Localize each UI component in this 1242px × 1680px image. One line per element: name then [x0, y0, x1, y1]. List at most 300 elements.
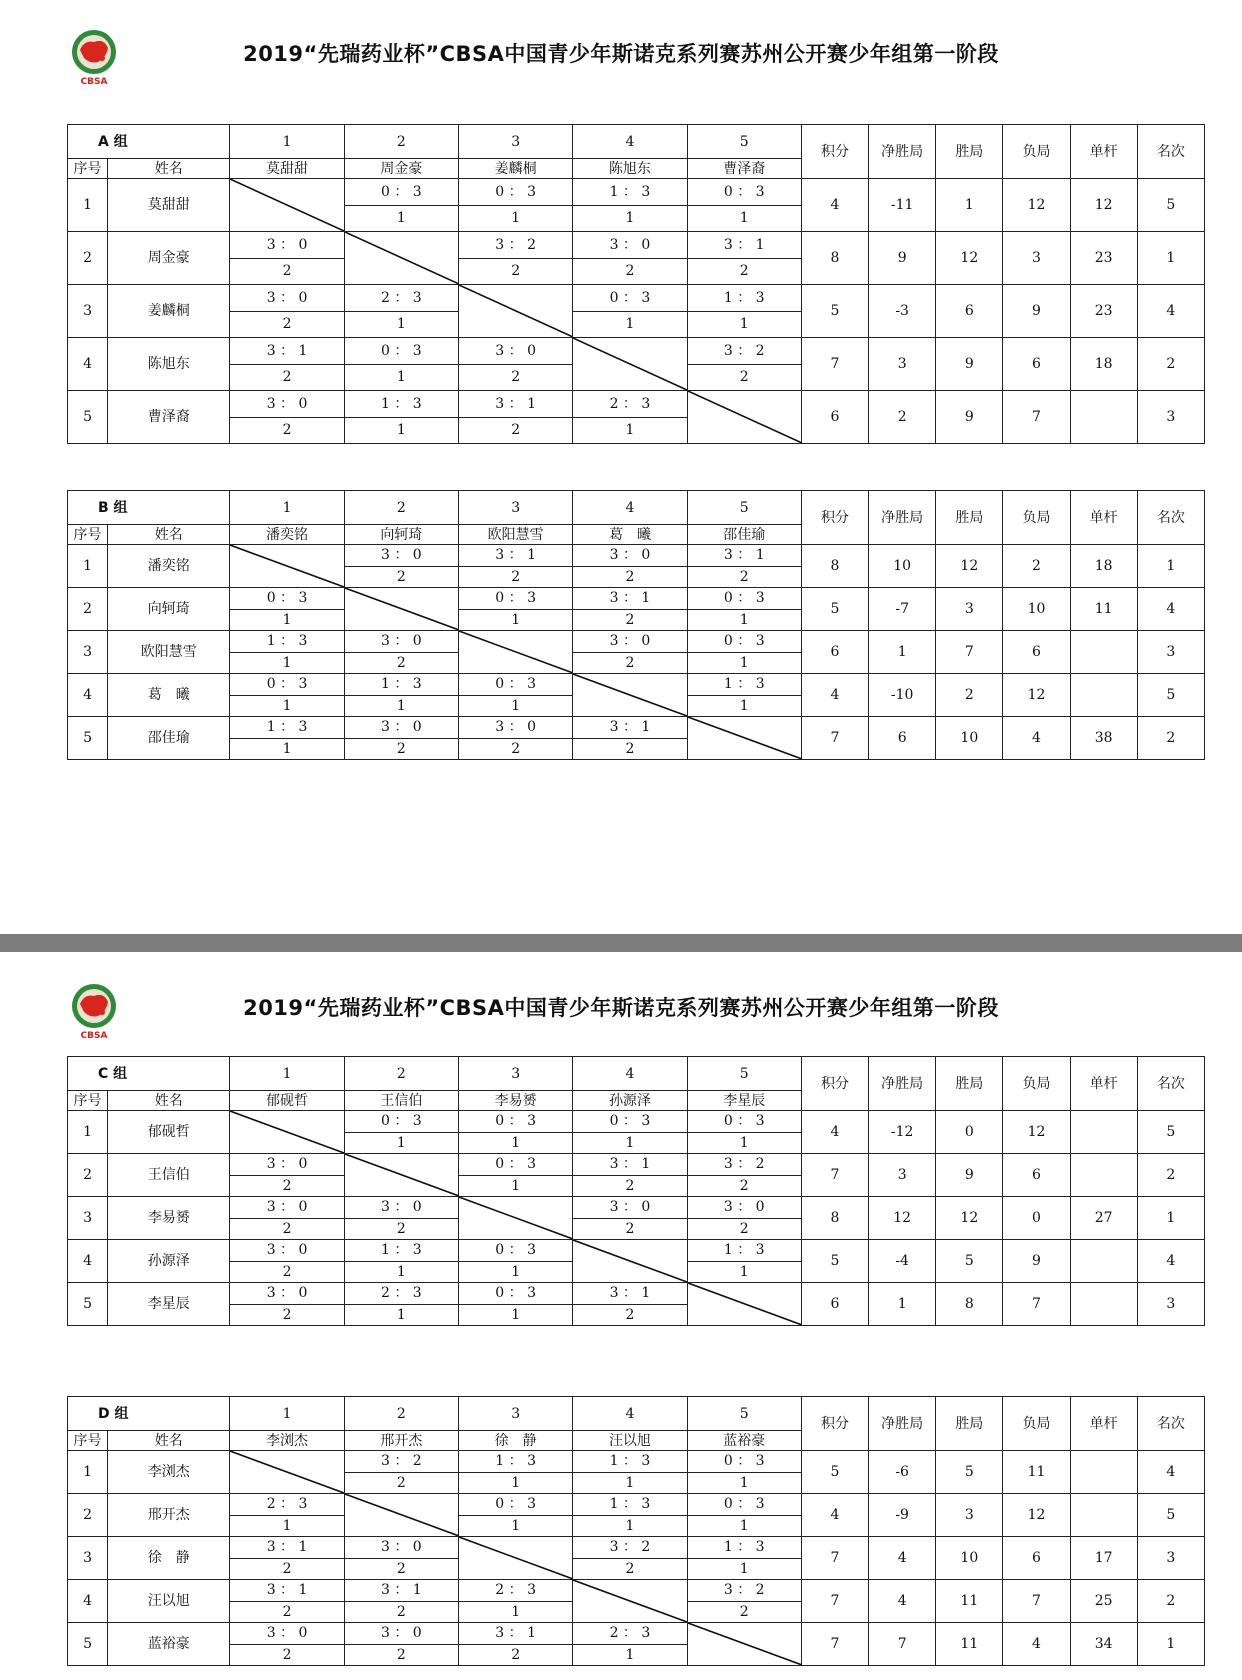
group-name: B 组: [68, 491, 230, 525]
match-points: 1: [687, 205, 801, 232]
header-net: 净胜局: [869, 1057, 936, 1111]
row-name: 葛 曦: [108, 674, 230, 717]
table-row: [68, 717, 1205, 739]
opponent-number: 2: [344, 125, 458, 159]
match-score: 3 ： 0: [687, 1197, 801, 1219]
diagonal-cell: [230, 545, 344, 588]
header-won: 胜局: [936, 125, 1003, 179]
group-name: C 组: [68, 1057, 230, 1091]
row-points: 5: [801, 1240, 868, 1283]
row-won: 5: [936, 1240, 1003, 1283]
diagonal-cell: [344, 232, 458, 285]
opponent-name: 葛 曦: [573, 525, 687, 545]
match-points: 2: [344, 1644, 458, 1666]
row-seq: 2: [68, 588, 108, 631]
header-break: 单杆: [1070, 1397, 1137, 1451]
row-points: 7: [801, 1154, 868, 1197]
row-lost: 4: [1003, 717, 1070, 760]
diagonal-cell: [230, 179, 344, 232]
match-points: 1: [573, 1132, 687, 1154]
diagonal-line-icon: [688, 1283, 802, 1325]
match-points: 1: [230, 609, 344, 631]
match-score: 2 ： 3: [459, 1580, 573, 1602]
row-name: 曹泽裔: [108, 391, 230, 444]
row-lost: 7: [1003, 391, 1070, 444]
match-points: 2: [573, 1175, 687, 1197]
row-lost: 12: [1003, 1111, 1070, 1154]
match-points: 2: [344, 566, 458, 588]
row-seq: 2: [68, 1154, 108, 1197]
row-won: 10: [936, 1537, 1003, 1580]
table-row: [68, 338, 1205, 365]
match-points: 2: [459, 566, 573, 588]
table-row: [68, 588, 1205, 610]
match-score: 1 ： 3: [344, 391, 458, 418]
opponent-name: 邢开杰: [344, 1431, 458, 1451]
match-points: 1: [573, 1644, 687, 1666]
row-won: 0: [936, 1111, 1003, 1154]
header-lost: 负局: [1003, 125, 1070, 179]
match-points: 2: [230, 1558, 344, 1580]
match-points: 2: [230, 1601, 344, 1623]
match-score: 3 ： 0: [230, 1623, 344, 1645]
table-row: [68, 391, 1205, 418]
opponent-name: 李浏杰: [230, 1431, 344, 1451]
header-seq: 序号: [68, 1431, 108, 1451]
table-row: [68, 1283, 1205, 1305]
group-table: [67, 490, 1205, 760]
match-score: 3 ： 2: [573, 1537, 687, 1559]
match-points: 1: [230, 738, 344, 760]
match-score: 3 ： 1: [573, 588, 687, 610]
header-seq: 序号: [68, 525, 108, 545]
row-break: [1070, 631, 1137, 674]
match-points: 2: [230, 1218, 344, 1240]
row-lost: 0: [1003, 1197, 1070, 1240]
row-lost: 9: [1003, 285, 1070, 338]
row-break: [1070, 391, 1137, 444]
header-seq: 序号: [68, 159, 108, 179]
match-score: 0 ： 3: [687, 1111, 801, 1133]
match-score: 2 ： 3: [344, 1283, 458, 1305]
table-row: [68, 1580, 1205, 1602]
diagonal-line-icon: [345, 588, 459, 630]
table-row: [68, 545, 1205, 567]
row-name: 潘奕铭: [108, 545, 230, 588]
match-points: 2: [344, 738, 458, 760]
match-score: 3 ： 0: [230, 1197, 344, 1219]
match-points: 1: [230, 1515, 344, 1537]
match-points: 2: [230, 1261, 344, 1283]
row-net: 2: [869, 391, 936, 444]
opponent-number: 5: [687, 125, 801, 159]
match-score: 0 ： 3: [573, 285, 687, 312]
match-points: 1: [459, 695, 573, 717]
header-rank: 名次: [1137, 1397, 1204, 1451]
row-rank: 3: [1137, 391, 1204, 444]
match-score: 1 ： 3: [573, 179, 687, 206]
row-name: 李浏杰: [108, 1451, 230, 1494]
match-score: 0 ： 3: [573, 1111, 687, 1133]
header-name: 姓名: [108, 1431, 230, 1451]
row-rank: 4: [1137, 285, 1204, 338]
header-seq: 序号: [68, 1091, 108, 1111]
opponent-number: 3: [459, 491, 573, 525]
row-name: 向轲琦: [108, 588, 230, 631]
match-score: 0 ： 3: [459, 1494, 573, 1516]
table-row: [68, 1623, 1205, 1645]
diagonal-cell: [344, 1494, 458, 1537]
row-points: 8: [801, 1197, 868, 1240]
match-score: 0 ： 3: [230, 674, 344, 696]
row-net: 9: [869, 232, 936, 285]
row-won: 9: [936, 391, 1003, 444]
opponent-name: 欧阳慧雪: [459, 525, 573, 545]
match-points: 2: [230, 1175, 344, 1197]
table-row: [68, 631, 1205, 653]
row-net: 1: [869, 631, 936, 674]
opponent-name: 蓝裕豪: [687, 1431, 801, 1451]
diagonal-line-icon: [573, 1240, 687, 1282]
row-seq: 5: [68, 391, 108, 444]
match-score: 3 ： 0: [344, 1197, 458, 1219]
diagonal-line-icon: [345, 232, 459, 284]
row-points: 5: [801, 588, 868, 631]
match-score: 3 ： 1: [573, 1154, 687, 1176]
opponent-number: 1: [230, 491, 344, 525]
group-table: [67, 124, 1205, 444]
row-net: -3: [869, 285, 936, 338]
row-won: 12: [936, 1197, 1003, 1240]
row-net: -4: [869, 1240, 936, 1283]
row-name: 邢开杰: [108, 1494, 230, 1537]
match-score: 3 ： 0: [573, 631, 687, 653]
opponent-number: 2: [344, 1397, 458, 1431]
header-break: 单杆: [1070, 491, 1137, 545]
row-break: 18: [1070, 338, 1137, 391]
match-score: 1 ： 3: [230, 631, 344, 653]
header-points: 积分: [801, 1397, 868, 1451]
match-score: 1 ： 3: [459, 1451, 573, 1473]
row-rank: 3: [1137, 631, 1204, 674]
match-score: 0 ： 3: [344, 1111, 458, 1133]
match-points: 1: [344, 205, 458, 232]
match-score: 3 ： 0: [344, 717, 458, 739]
match-points: 1: [573, 311, 687, 338]
row-lost: 11: [1003, 1451, 1070, 1494]
match-score: 1 ： 3: [573, 1494, 687, 1516]
match-score: 0 ： 3: [459, 1240, 573, 1262]
match-points: 1: [344, 311, 458, 338]
match-score: 3 ： 0: [344, 545, 458, 567]
row-break: [1070, 674, 1137, 717]
row-name: 周金豪: [108, 232, 230, 285]
diagonal-line-icon: [688, 717, 802, 759]
row-points: 4: [801, 674, 868, 717]
row-name: 王信伯: [108, 1154, 230, 1197]
row-seq: 5: [68, 1283, 108, 1326]
match-points: 2: [459, 364, 573, 391]
match-points: 1: [687, 652, 801, 674]
svg-text:CBSA: CBSA: [80, 1031, 108, 1041]
row-won: 2: [936, 674, 1003, 717]
match-points: 1: [344, 364, 458, 391]
match-points: 1: [459, 1601, 573, 1623]
row-won: 8: [936, 1283, 1003, 1326]
row-break: [1070, 1451, 1137, 1494]
row-rank: 5: [1137, 179, 1204, 232]
opponent-number: 4: [573, 1057, 687, 1091]
match-points: 1: [344, 1261, 458, 1283]
row-rank: 2: [1137, 717, 1204, 760]
row-name: 郁砚哲: [108, 1111, 230, 1154]
diagonal-cell: [687, 1283, 801, 1326]
match-points: 2: [573, 1304, 687, 1326]
opponent-number: 2: [344, 1057, 458, 1091]
match-score: 3 ： 1: [687, 545, 801, 567]
opponent-number: 5: [687, 491, 801, 525]
match-points: 1: [459, 205, 573, 232]
diagonal-cell: [687, 717, 801, 760]
row-rank: 2: [1137, 1580, 1204, 1623]
match-points: 1: [459, 1175, 573, 1197]
group-table: [67, 1396, 1205, 1666]
match-points: 2: [344, 652, 458, 674]
row-lost: 10: [1003, 588, 1070, 631]
row-name: 李星辰: [108, 1283, 230, 1326]
row-break: [1070, 1240, 1137, 1283]
match-points: 2: [459, 417, 573, 444]
row-seq: 1: [68, 545, 108, 588]
row-net: 4: [869, 1537, 936, 1580]
match-score: 2 ： 3: [344, 285, 458, 312]
opponent-name: 王信伯: [344, 1091, 458, 1111]
header-points: 积分: [801, 1057, 868, 1111]
row-name: 孙源泽: [108, 1240, 230, 1283]
row-points: 4: [801, 179, 868, 232]
row-lost: 12: [1003, 179, 1070, 232]
match-points: 2: [573, 652, 687, 674]
match-points: 1: [687, 1558, 801, 1580]
row-break: 23: [1070, 285, 1137, 338]
match-score: 1 ： 3: [687, 674, 801, 696]
row-won: 12: [936, 232, 1003, 285]
match-points: 1: [459, 1261, 573, 1283]
header-name: 姓名: [108, 1091, 230, 1111]
table-row: [68, 232, 1205, 259]
match-points: 1: [687, 1515, 801, 1537]
match-points: 2: [230, 1644, 344, 1666]
match-score: 0 ： 3: [687, 1451, 801, 1473]
row-lost: 12: [1003, 1494, 1070, 1537]
match-points: 2: [344, 1558, 458, 1580]
match-points: 1: [573, 1515, 687, 1537]
row-lost: 7: [1003, 1283, 1070, 1326]
header-break: 单杆: [1070, 1057, 1137, 1111]
row-rank: 1: [1137, 232, 1204, 285]
match-score: 0 ： 3: [459, 588, 573, 610]
row-points: 7: [801, 1537, 868, 1580]
row-break: 27: [1070, 1197, 1137, 1240]
row-break: 25: [1070, 1580, 1137, 1623]
row-break: 38: [1070, 717, 1137, 760]
svg-text:CBSA: CBSA: [80, 77, 108, 87]
opponent-name: 周金豪: [344, 159, 458, 179]
row-name: 欧阳慧雪: [108, 631, 230, 674]
match-score: 0 ： 3: [459, 1283, 573, 1305]
group-name: D 组: [68, 1397, 230, 1431]
header-name: 姓名: [108, 525, 230, 545]
header-won: 胜局: [936, 491, 1003, 545]
match-score: 0 ： 3: [459, 1154, 573, 1176]
match-score: 0 ： 3: [459, 179, 573, 206]
row-rank: 2: [1137, 338, 1204, 391]
row-seq: 1: [68, 1451, 108, 1494]
row-seq: 5: [68, 717, 108, 760]
row-rank: 3: [1137, 1283, 1204, 1326]
row-rank: 1: [1137, 1623, 1204, 1666]
match-points: 2: [230, 311, 344, 338]
row-break: [1070, 1494, 1137, 1537]
row-won: 11: [936, 1580, 1003, 1623]
diagonal-line-icon: [345, 1494, 459, 1536]
diagonal-line-icon: [230, 179, 344, 231]
match-points: 1: [687, 1472, 801, 1494]
match-points: 2: [573, 609, 687, 631]
row-points: 7: [801, 717, 868, 760]
row-rank: 5: [1137, 1494, 1204, 1537]
header-net: 净胜局: [869, 491, 936, 545]
row-rank: 3: [1137, 1537, 1204, 1580]
diagonal-cell: [459, 1197, 573, 1240]
page-title-2: 2019“先瑞药业杯”CBSA中国青少年斯诺克系列赛苏州公开赛少年组第一阶段: [243, 996, 999, 1020]
row-seq: 4: [68, 1580, 108, 1623]
row-seq: 5: [68, 1623, 108, 1666]
row-points: 4: [801, 1111, 868, 1154]
match-points: 2: [230, 1304, 344, 1326]
row-points: 7: [801, 1623, 868, 1666]
match-score: 1 ： 3: [687, 1240, 801, 1262]
table-row: [68, 285, 1205, 312]
diagonal-line-icon: [230, 1451, 344, 1493]
row-points: 5: [801, 1451, 868, 1494]
opponent-name: 向轲琦: [344, 525, 458, 545]
match-points: 2: [687, 1175, 801, 1197]
match-points: 1: [687, 311, 801, 338]
match-score: 3 ： 0: [344, 1623, 458, 1645]
diagonal-cell: [573, 1580, 687, 1623]
row-lost: 2: [1003, 545, 1070, 588]
row-lost: 9: [1003, 1240, 1070, 1283]
match-score: 1 ： 3: [573, 1451, 687, 1473]
row-points: 8: [801, 545, 868, 588]
row-won: 7: [936, 631, 1003, 674]
row-seq: 4: [68, 674, 108, 717]
row-seq: 3: [68, 285, 108, 338]
row-break: 12: [1070, 179, 1137, 232]
row-seq: 1: [68, 179, 108, 232]
header-lost: 负局: [1003, 1397, 1070, 1451]
header-won: 胜局: [936, 1397, 1003, 1451]
row-break: [1070, 1154, 1137, 1197]
diagonal-line-icon: [230, 545, 344, 587]
match-score: 0 ： 3: [687, 179, 801, 206]
row-rank: 4: [1137, 1240, 1204, 1283]
diagonal-cell: [687, 1623, 801, 1666]
diagonal-line-icon: [459, 1537, 573, 1579]
row-rank: 5: [1137, 674, 1204, 717]
match-points: 1: [230, 695, 344, 717]
match-points: 2: [573, 738, 687, 760]
diagonal-cell: [344, 588, 458, 631]
header-rank: 名次: [1137, 125, 1204, 179]
table-row: [68, 179, 1205, 206]
match-points: 1: [344, 1132, 458, 1154]
diagonal-line-icon: [573, 674, 687, 716]
match-points: 1: [459, 609, 573, 631]
match-points: 2: [687, 258, 801, 285]
diagonal-line-icon: [573, 1580, 687, 1622]
match-points: 1: [230, 652, 344, 674]
opponent-name: 汪以旭: [573, 1431, 687, 1451]
match-points: 2: [459, 258, 573, 285]
row-net: 7: [869, 1623, 936, 1666]
match-points: 2: [344, 1472, 458, 1494]
opponent-name: 李星辰: [687, 1091, 801, 1111]
row-points: 5: [801, 285, 868, 338]
row-seq: 3: [68, 1537, 108, 1580]
header-lost: 负局: [1003, 491, 1070, 545]
match-score: 3 ： 1: [230, 1580, 344, 1602]
diagonal-line-icon: [345, 1154, 459, 1196]
opponent-number: 3: [459, 1397, 573, 1431]
row-seq: 3: [68, 1197, 108, 1240]
row-rank: 1: [1137, 1197, 1204, 1240]
opponent-name: 李易赟: [459, 1091, 573, 1111]
opponent-number: 5: [687, 1397, 801, 1431]
row-lost: 7: [1003, 1580, 1070, 1623]
row-net: 3: [869, 338, 936, 391]
row-net: 10: [869, 545, 936, 588]
row-break: 17: [1070, 1537, 1137, 1580]
row-won: 3: [936, 588, 1003, 631]
group-name: A 组: [68, 125, 230, 159]
row-break: 18: [1070, 545, 1137, 588]
match-score: 3 ： 0: [573, 1197, 687, 1219]
row-rank: 4: [1137, 1451, 1204, 1494]
match-points: 2: [573, 1558, 687, 1580]
row-lost: 12: [1003, 674, 1070, 717]
table-row: [68, 1537, 1205, 1559]
match-points: 1: [687, 695, 801, 717]
match-score: 1 ： 3: [344, 1240, 458, 1262]
row-seq: 3: [68, 631, 108, 674]
opponent-number: 4: [573, 1397, 687, 1431]
match-points: 2: [573, 566, 687, 588]
row-net: 6: [869, 717, 936, 760]
match-points: 2: [459, 1644, 573, 1666]
header-net: 净胜局: [869, 125, 936, 179]
match-score: 3 ： 0: [459, 338, 573, 365]
match-points: 1: [459, 1132, 573, 1154]
opponent-number: 1: [230, 1397, 344, 1431]
match-points: 2: [230, 417, 344, 444]
cbsa-logo-icon: [68, 982, 120, 1044]
page-divider: [0, 934, 1242, 952]
row-net: -7: [869, 588, 936, 631]
row-won: 5: [936, 1451, 1003, 1494]
match-score: 0 ： 3: [687, 588, 801, 610]
